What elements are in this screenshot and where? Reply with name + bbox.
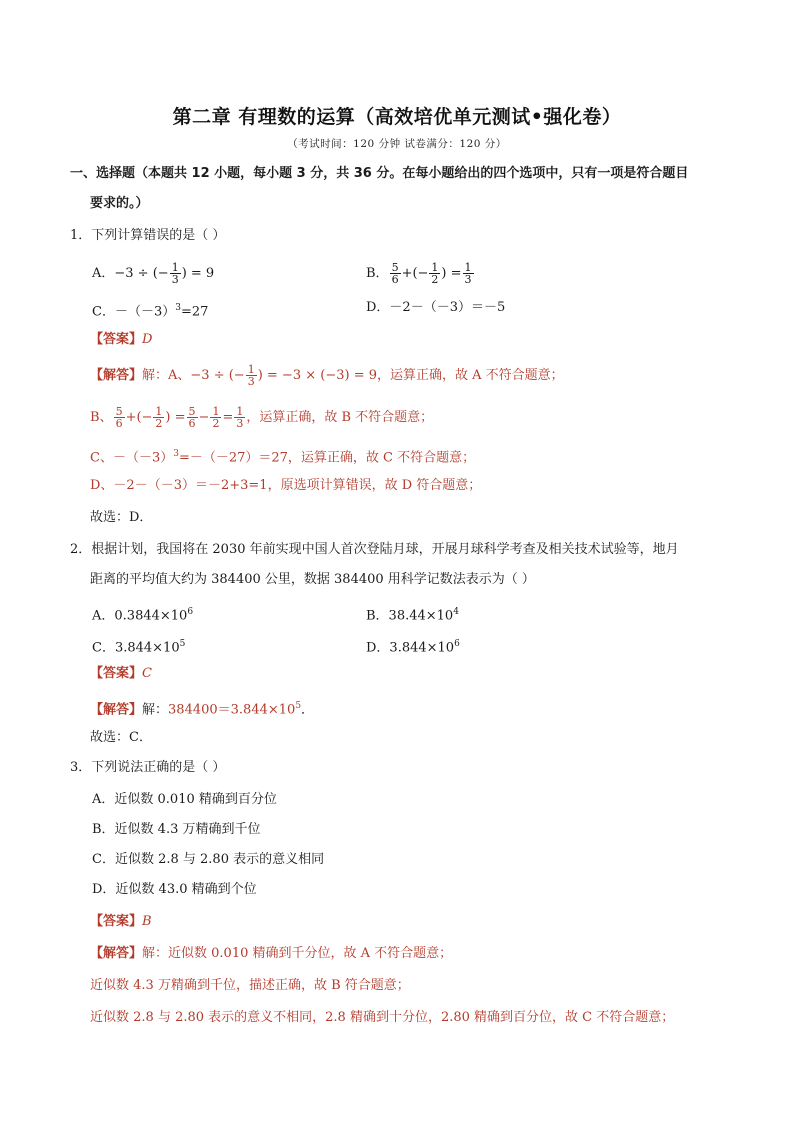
q1-answer: 【答案】D: [90, 332, 153, 347]
fraction: $\frac{1}{3}$: [236, 405, 244, 430]
q1-option-b: B． $\frac{5}{6}$ +(− $\frac{1}{2}$ ) = $\frac{1}{3}$: [366, 261, 472, 286]
fraction: $\frac{1}{2}$: [212, 405, 220, 430]
exam-info: （考试时间：120 分钟 试卷满分：120 分）: [287, 138, 507, 150]
fraction: $\frac{1}{2}$: [155, 405, 163, 430]
question-2-stem-cont: 距离的平均值大约为 384400 公里，数据 384400 用科学记数法表示为（ ）: [90, 572, 535, 587]
q3-option-d: D．近似数 43.0 精确到个位: [92, 882, 257, 897]
q1-solution-d: D、－2－（－3）＝－2+3=1，原选项计算错误，故 D 符合题意；: [90, 478, 482, 493]
q2-option-d: D．$3.844\times 10^6$: [366, 639, 460, 656]
q1-option-d: D．－2－（－3）＝－5: [366, 300, 506, 315]
q2-option-c: C．$3.844\times 10^5$: [92, 639, 186, 656]
section-heading: 一、选择题（本题共 12 小题，每小题 3 分，共 36 分。在每小题给出的四个选项中，只有一项是符合题目: [70, 166, 689, 181]
q3-option-b: B．近似数 4.3 万精确到千位: [92, 822, 261, 837]
q3-solution-a: 【解答】解：近似数 0.010 精确到千分位，故 A 不符合题意；: [90, 946, 453, 961]
q2-choose: 故选：C．: [90, 730, 152, 745]
q1-solution-a: 【解答】解：A、−3 ÷ (− $\frac{1}{3}$ ) = −3 × (−3) = 9，运算正确，故 A 不符合题意；: [90, 363, 564, 388]
fraction: $\frac{1}{2}$: [431, 261, 439, 286]
q3-answer: 【答案】B: [90, 914, 152, 929]
q2-option-a: A．$0.3844\times 10^6$: [92, 607, 194, 624]
fraction: $\frac{5}{6}$: [391, 261, 399, 286]
section-heading-cont: 要求的。）: [90, 196, 149, 211]
q2-answer: 【答案】C: [90, 666, 152, 681]
fraction: $\frac{1}{3}$: [171, 261, 179, 286]
q3-solution-c: 近似数 2.8 与 2.80 表示的意义不相同，2.8 精确到十分位，2.80 精确到百分位，故 C 不符合题意；: [90, 1010, 675, 1025]
question-3-stem: 3．下列说法正确的是（ ）: [70, 760, 226, 775]
fraction: $\frac{5}{6}$: [188, 405, 196, 430]
q1-option-a: A．−3 ÷ (− $\frac{1}{3}$ ) = 9: [92, 261, 215, 286]
fraction: $\frac{5}{6}$: [115, 405, 123, 430]
q1-choose: 故选：D．: [90, 510, 153, 525]
q1-option-c: C．$-(-3)^3=27$: [92, 303, 209, 320]
fraction: $\frac{1}{3}$: [247, 363, 255, 388]
question-1-stem: 1．下列计算错误的是（ ）: [70, 228, 226, 243]
fraction: $\frac{1}{3}$: [464, 261, 472, 286]
question-2-stem: 2．根据计划，我国将在 2030 年前实现中国人首次登陆月球，开展月球科学考查及相关技术试验等，地月: [70, 542, 679, 557]
q2-option-b: B．$38.44\times 10^4$: [366, 607, 459, 624]
page-title: 第二章 有理数的运算（高效培优单元测试•强化卷）: [172, 106, 622, 128]
q3-option-a: A．近似数 0.010 精确到百分位: [92, 792, 277, 807]
q3-solution-b: 近似数 4.3 万精确到千位，描述正确，故 B 符合题意；: [90, 978, 410, 993]
q2-solution: 【解答】解：$384400=3.844\times 10^5$．: [90, 701, 315, 718]
q3-option-c: C．近似数 2.8 与 2.80 表示的意义相同: [92, 852, 325, 867]
q1-solution-b: B、 $\frac{5}{6}$ +(− $\frac{1}{2}$ ) = $\frac{5}{6}$ − $\frac{1}{2}$ = $\frac{1}{3}$ ，运算正确，故 B 不符合题意；: [90, 405, 434, 430]
q1-solution-c: C、$-(-3)^3=-(-27)=27$，运算正确，故 C 不符合题意；: [90, 449, 476, 466]
